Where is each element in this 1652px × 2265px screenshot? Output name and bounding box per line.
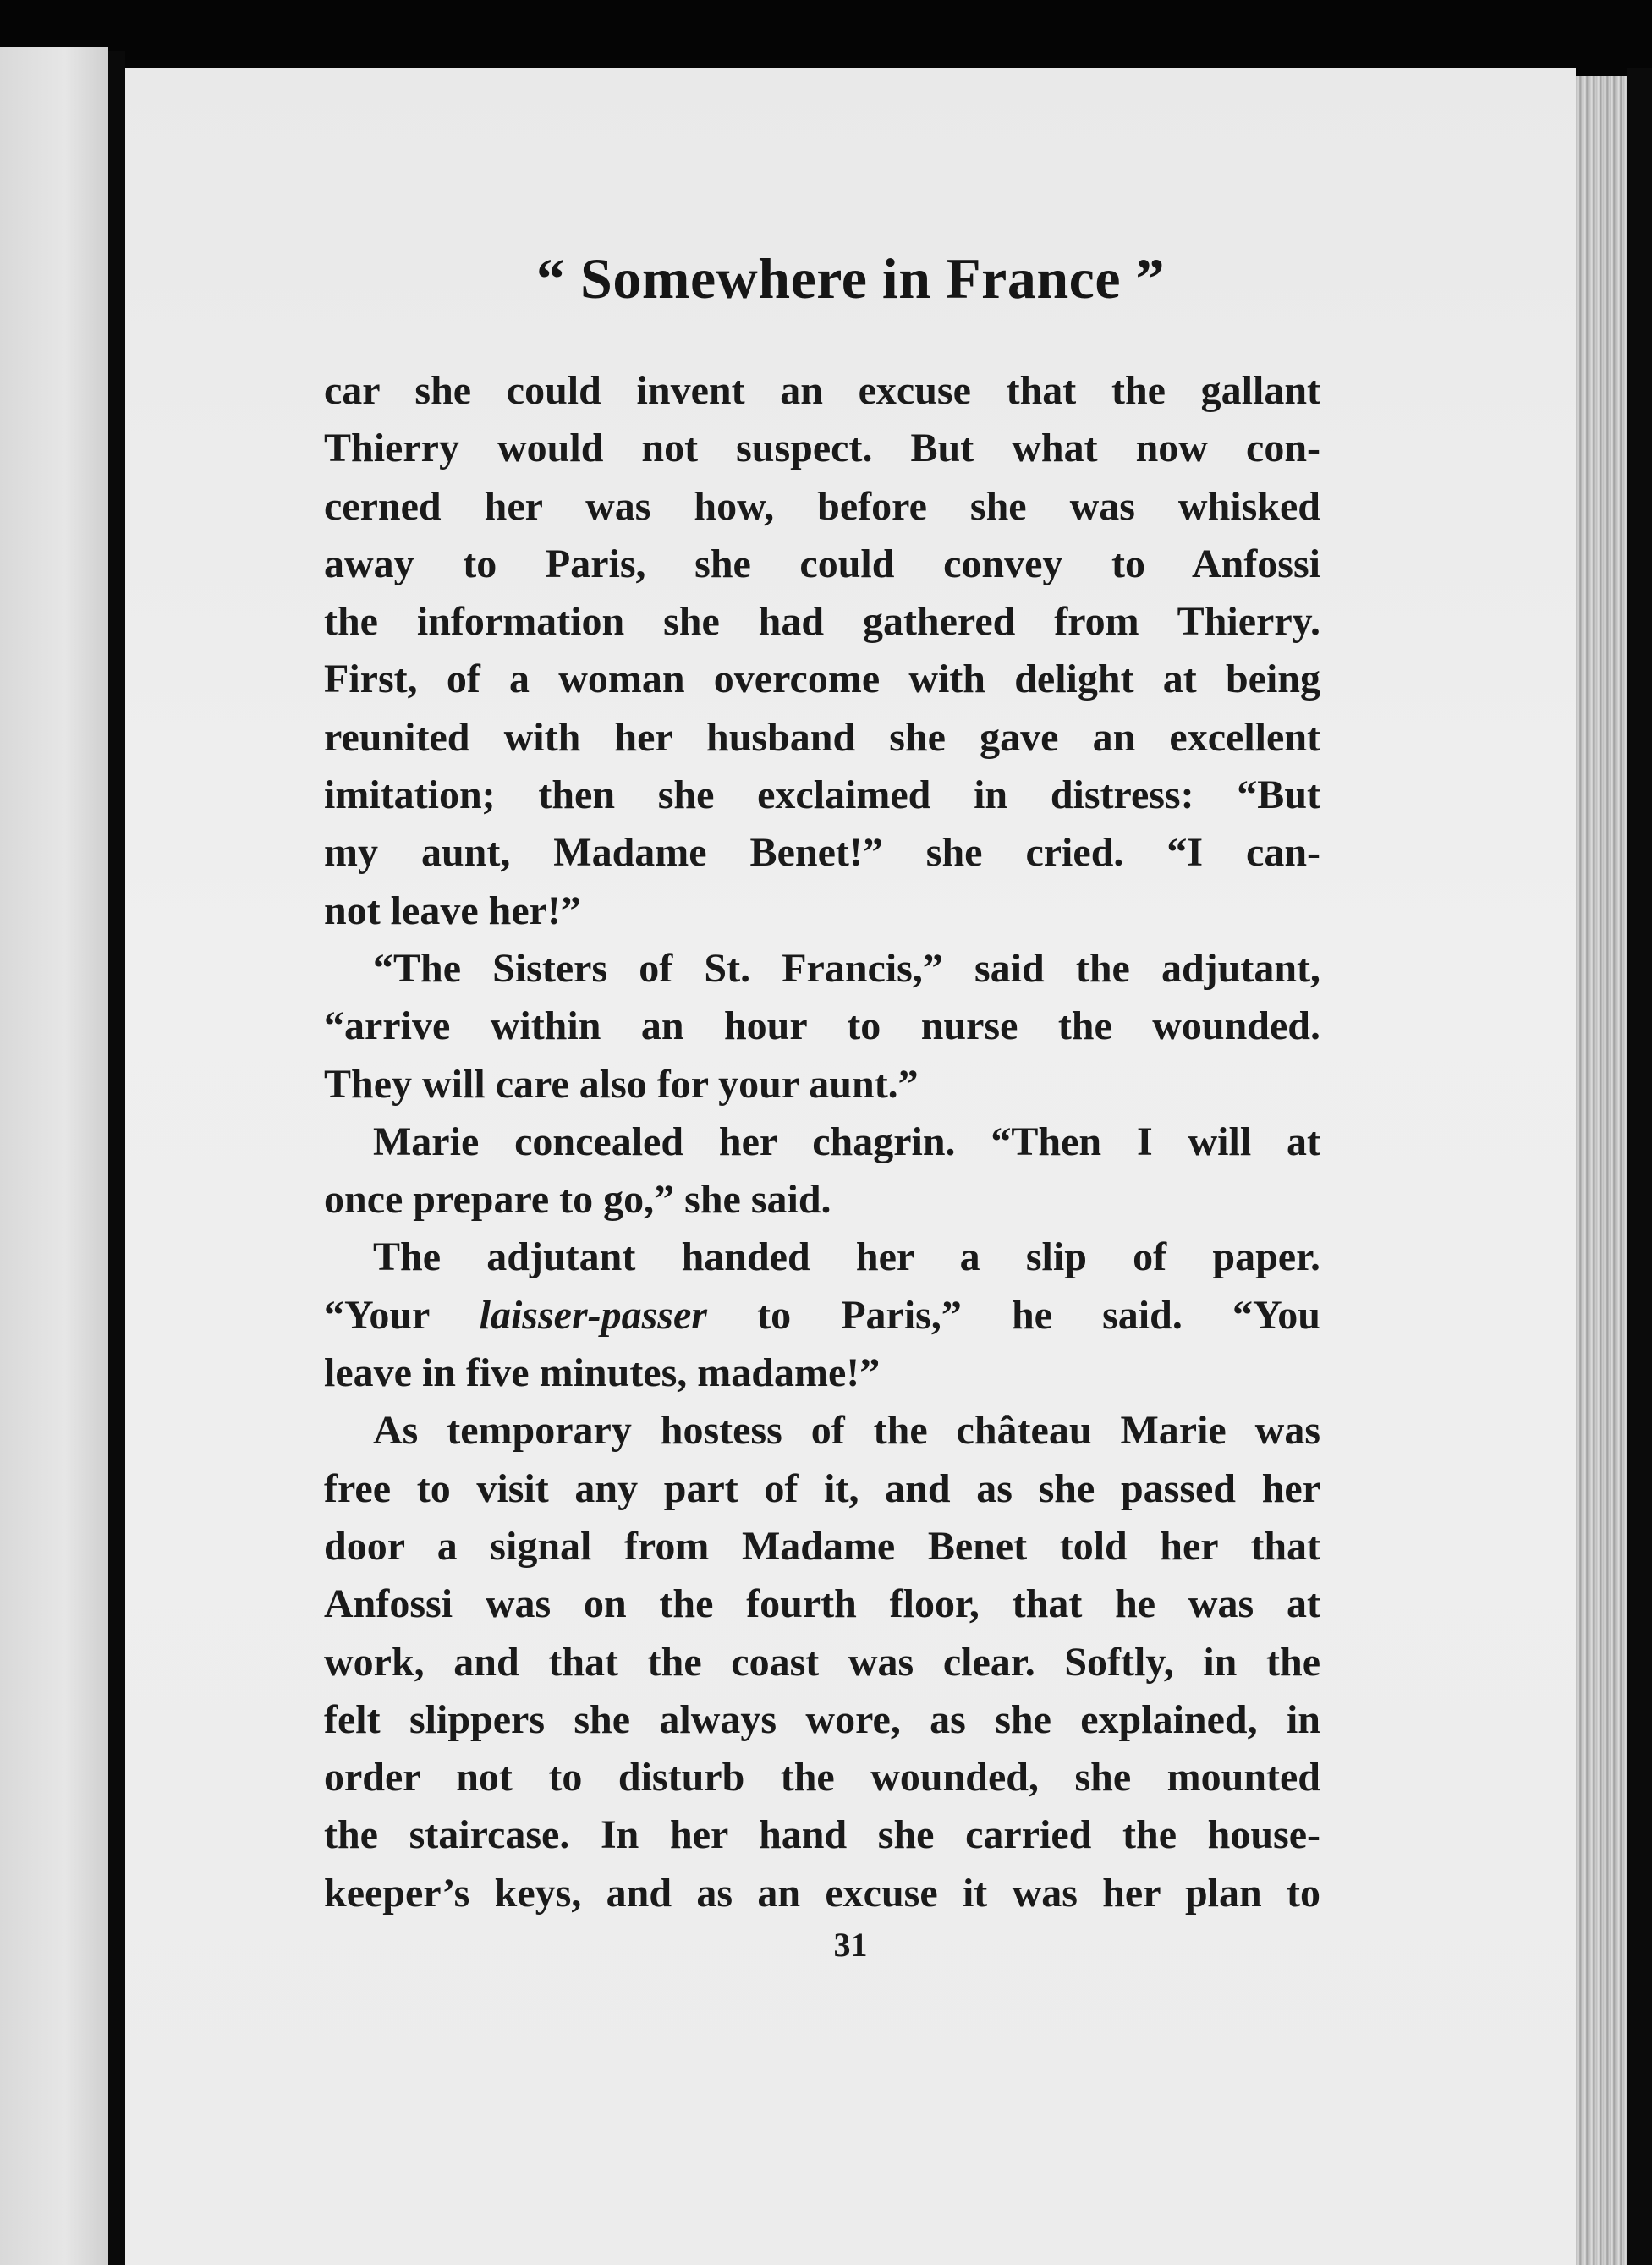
text-line: not leave her!”: [324, 888, 581, 933]
facing-page-edge: [0, 47, 108, 2265]
text-line: order not to disturb the wounded, she mounted: [324, 1755, 1320, 1800]
text-line: [324, 1287, 1320, 1344]
text-line: Thierry would not suspect. But what now con-: [324, 426, 1320, 471]
text-line: First, of a woman overcome with delight at being: [324, 657, 1320, 702]
page-block-edges: [1576, 76, 1627, 2265]
text-line: work, and that the coast was clear. Softly, in the: [324, 1639, 1320, 1685]
text-line: leave in five minutes, madame!”: [324, 1350, 881, 1396]
text-line: the staircase. In her hand she carried the house-: [324, 1812, 1320, 1858]
italic-term: laisser-passer: [479, 1292, 707, 1338]
text-line: cerned her was how, before she was whisked: [324, 483, 1320, 529]
text-line: imitation; then she exclaimed in distress: “But: [324, 772, 1320, 818]
text-line: The adjutant handed her a slip of paper.: [373, 1234, 1320, 1280]
text-line: As temporary hostess of the château Marie was: [373, 1408, 1320, 1454]
text-line: away to Paris, she could convey to Anfossi: [324, 541, 1320, 586]
text-line: door a signal from Madame Benet told her that: [324, 1523, 1320, 1569]
text-line: Anfossi was on the fourth floor, that he was at: [324, 1581, 1320, 1627]
gutter-shadow: [108, 51, 125, 2265]
text-line: the information she had gathered from Thierry.: [324, 599, 1320, 645]
text-line: They will care also for your aunt.”: [324, 1061, 919, 1107]
text-line: car she could invent an excuse that the gallant: [324, 368, 1320, 413]
text-line: Marie concealed her chagrin. “Then I will at: [373, 1119, 1320, 1164]
body-text: [324, 362, 1320, 1922]
text-line: “The Sisters of St. Francis,” said the adjutant,: [373, 945, 1320, 991]
text-line: free to visit any part of it, and as she passed her: [324, 1465, 1320, 1511]
text-line: felt slippers she always wore, as she explained, in: [324, 1696, 1320, 1742]
text-line-part: “Your: [324, 1292, 480, 1338]
text-line: once prepare to go,” she said.: [324, 1177, 831, 1223]
text-line: my aunt, Madame Benet!” she cried. “I can-: [324, 830, 1320, 876]
running-head: “ Somewhere in France ”: [536, 246, 1165, 311]
text-line-part: to Paris,” he said. “You: [706, 1292, 1320, 1338]
text-line: “arrive within an hour to nurse the wounded.: [324, 1003, 1320, 1049]
page-number: 31: [833, 1926, 868, 1964]
text-line: keeper’s keys, and as an excuse it was her plan to: [324, 1870, 1320, 1916]
right-background: [1627, 68, 1652, 2265]
text-line: reunited with her husband she gave an excellent: [324, 714, 1320, 760]
